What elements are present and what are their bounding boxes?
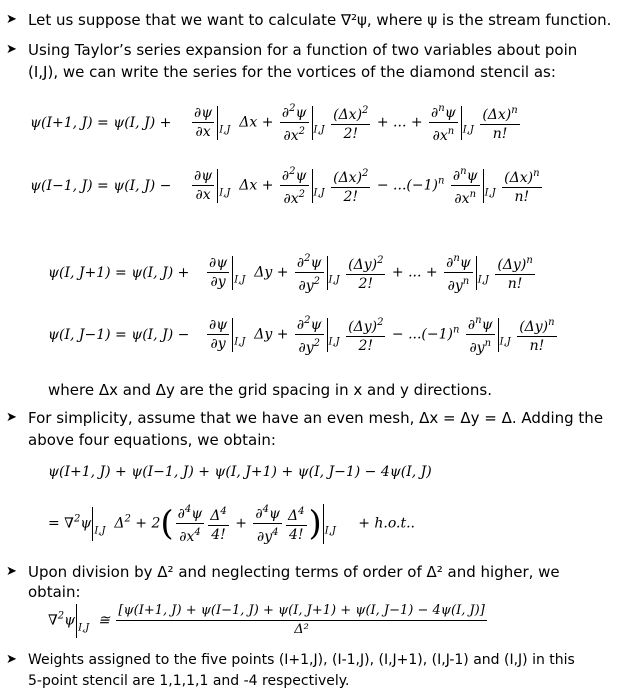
grid-spacing-note: where Δx and Δy are the grid spacing in x and y directions. (48, 381, 492, 399)
bullet-1-text: Let us suppose that we want to calculate ∇²ψ, where ψ is the stream function. (28, 11, 612, 29)
bullet-4-text: Upon division by Δ² and neglecting terms of order of Δ² and higher, we obtain: (28, 563, 560, 601)
final-denominator: Δ² (294, 622, 309, 637)
bullet-arrow-icon: ➤ (6, 410, 17, 425)
bullet-2-line-1: Using Taylor’s series expansion for a function of two variables about poin (28, 41, 578, 59)
bullet-arrow-icon: ➤ (6, 12, 17, 27)
bullet-arrow-icon: ➤ (6, 42, 17, 57)
bullet-arrow-icon: ➤ (6, 652, 17, 667)
bullet-2-line-2: (I,J), we can write the series for the vortices of the diamond stencil as: (28, 63, 556, 81)
final-numerator: [ψ(I+1, J) + ψ(I−1, J) + ψ(I, J+1) + ψ(I, J−1) − 4ψ(I, J)] (116, 602, 486, 621)
bullet-arrow-icon: ➤ (6, 564, 17, 579)
bullet-3-line-1: For simplicity, assume that we have an even mesh, Δx = Δy = Δ. Adding the (28, 409, 604, 427)
bullet-5-line-2: 5-point stencil are 1,1,1,1 and -4 respectively. (28, 673, 350, 689)
bullet-3-line-2: above four equations, we obtain: (28, 431, 276, 449)
bullet-5-line-1: Weights assigned to the five points (I+1,J), (I-1,J), (I,J+1), (I,J-1) and (I,J) in this (28, 652, 575, 668)
higher-order-terms: + h.o.t.. (358, 515, 416, 532)
